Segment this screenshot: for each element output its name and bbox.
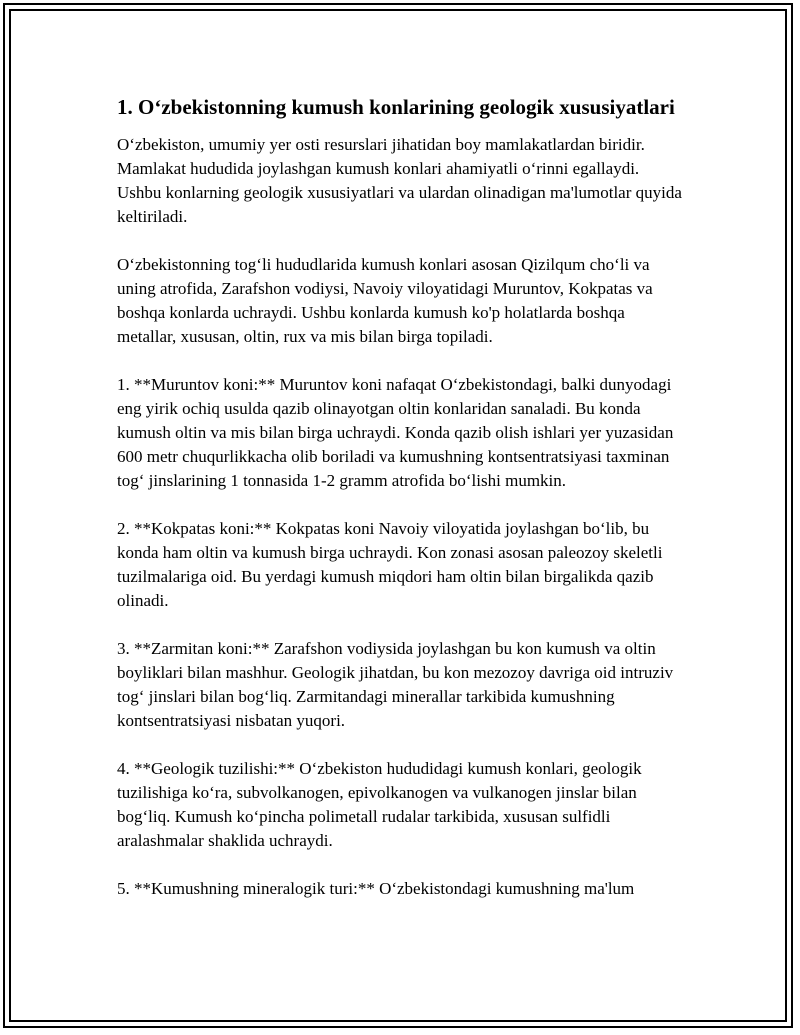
paragraph-muruntov: 1. **Muruntov koni:** Muruntov koni nafaqat O‘zbekistondagi, balki dunyodagi eng yirik ochiq usulda qazib olinayotgan oltin konlaridan sanaladi. Bu konda kumush oltin va mis bilan birga uchraydi. Konda qazib olish ishlari yer yuzasidan 600 metr chuqurlikkacha olib boriladi va kumushning kontsentratsiyasi taxminan tog‘ jinslarining 1 tonnasida 1-2 gramm atrofida bo‘lishi mumkin.: [117, 375, 674, 490]
paragraph-mineralogic-type: 5. **Kumushning mineralogik turi:** O‘zbekistondagi kumushning ma'lum: [117, 879, 635, 898]
paragraph-intro: O‘zbekiston, umumiy yer osti resurslari jihatidan boy mamlakatlardan biridir. Mamlakat hududida joylashgan kumush konlari ahamiyatli o‘rinni egallaydi. Ushbu konlarning geologik xususiyatlari va ulardan olinadigan ma'lumotlar quyida keltiriladi.: [117, 135, 682, 226]
paragraph-locations: O‘zbekistonning tog‘li hududlarida kumush konlari asosan Qizilqum cho‘li va uning atrofida, Zarafshon vodiysi, Navoiy viloyatidagi Muruntov, Kokpatas va boshqa konlarda uchraydi. Ushbu konlarda kumush ko'p holatlarda boshqa metallar, xususan, oltin, rux va mis bilan birga topiladi.: [117, 255, 653, 346]
document-title: 1. O‘zbekistonning kumush konlarining geologik xususiyatlari: [117, 95, 675, 119]
paragraph-geologic-structure: 4. **Geologik tuzilishi:** O‘zbekiston hududidagi kumush konlari, geologik tuzilishiga ko‘ra, subvolkanogen, epivolkanogen va vulkanogen jinslar bilan bog‘liq. Kumush ko‘pincha polimetall rudalar tarkibida, xususan sulfidli aralashmalar shaklida uchraydi.: [117, 759, 642, 850]
paragraph-kokpatas: 2. **Kokpatas koni:** Kokpatas koni Navoiy viloyatida joylashgan bo‘lib, bu konda ham oltin va kumush birga uchraydi. Kon zonasi asosan paleozoy skeletli tuzilmalariga oid. Bu yerdagi kumush miqdori ham oltin bilan birgalikda qazib olinadi.: [117, 519, 663, 610]
paragraph-zarmitan: 3. **Zarmitan koni:** Zarafshon vodiysida joylashgan bu kon kumush va oltin boyliklari bilan mashhur. Geologik jihatdan, bu kon mezozoy davriga oid intruziv tog‘ jinslari bilan bog‘liq. Zarmitandagi minerallar tarkibida kumushning kontsentratsiyasi nisbatan yuqori.: [117, 639, 674, 730]
document-body: [117, 92, 683, 925]
